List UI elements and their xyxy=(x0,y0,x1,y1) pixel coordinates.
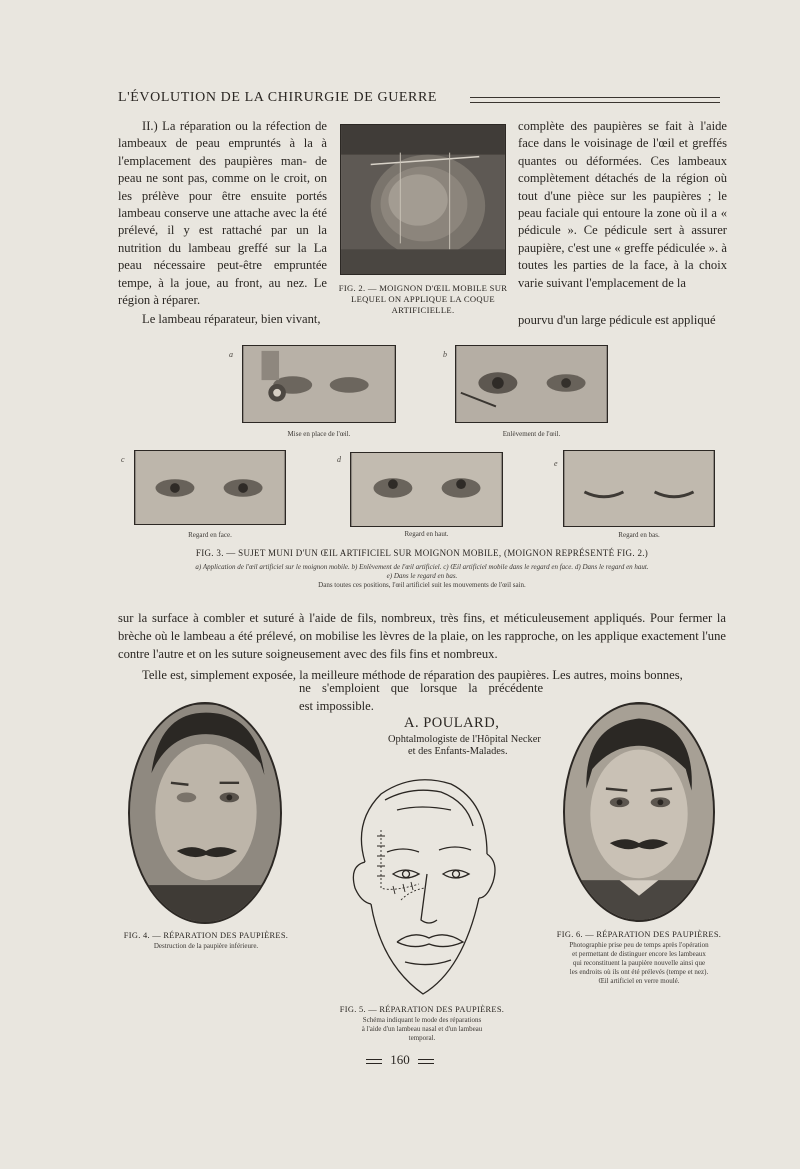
fig2-caption: FIG. 2. — MOIGNON D'ŒIL MOBILE SUR LEQUEL ON APPLIQUE LA COQUE ARTIFICIELLE. xyxy=(338,283,508,315)
page-number-rule-left xyxy=(366,1059,382,1064)
body-paragraph-2-line-2: ne s'emploient que lorsque la précédente xyxy=(299,681,544,695)
fig3-panel-a-letter: a xyxy=(229,350,233,359)
fig6-sub-4: les endroits où ils ont été prélevés (tempe et nez). xyxy=(569,968,709,976)
fig3-panel-c-label: Regard en face. xyxy=(188,531,232,539)
fig5-sub-3: temporal. xyxy=(408,1034,436,1042)
fig5-drawing xyxy=(341,770,501,1002)
fig3-legend-line-1: a) Application de l'œil artificiel sur le moignon mobile. b) Enlèvement de l'œil artificiel. c) Œil artificiel mobile dans le regard en face. d) Dans le regard en haut. xyxy=(195,563,649,571)
body-text xyxy=(118,609,726,684)
eyes-photo-a xyxy=(243,346,395,422)
right-column xyxy=(518,118,727,329)
portrait-image-fig4 xyxy=(130,704,280,922)
fig3-panel-b-letter: b xyxy=(443,350,447,359)
page-number-value: 160 xyxy=(390,1052,410,1067)
author-name: A. POULARD, xyxy=(404,715,500,731)
fig4-subcaption: Destruction de la paupière inférieure. xyxy=(153,942,259,950)
right-column-paragraph-2: pourvu d'un large pédicule est appliqué xyxy=(518,313,716,328)
fig3-panel-a-label: Mise en place de l'œil. xyxy=(287,430,351,438)
fig3-panel-c-letter: c xyxy=(121,455,125,464)
right-column-paragraph-1: complète des paupières se fait à l'aide face dans le voisinage de l'œil et greffés quantes ou déformées. Ces lambeaux complètement détachés de la région où tout d'une pièce sur les paupières ; le peau faciale qui entoure la zone où il a « pédicule ». Ce pédicule sert à assurer paupière, c'est une « greffe pédiculée ». à toutes les parties de la face, à la choix varie suivant l'emplacement de la xyxy=(518,119,727,290)
fig3-panel-e-letter: e xyxy=(554,459,558,468)
eyes-photo-c xyxy=(135,451,285,524)
fig6-sub-3: qui reconstituent la paupière nouvelle ainsi que xyxy=(572,959,706,967)
eyes-photo-e xyxy=(564,451,714,526)
fig6-portrait xyxy=(563,702,715,922)
header-title: L'ÉVOLUTION DE LA CHIRURGIE DE GUERRE xyxy=(118,90,438,105)
fig3-panel-b xyxy=(455,345,608,423)
fig3-panel-d-label: Regard en haut. xyxy=(404,530,449,538)
fig3-panel-c xyxy=(134,450,286,525)
left-column-paragraph-2: Le lambeau réparateur, bien vivant, xyxy=(142,312,321,327)
body-paragraph-2-line-1: Telle est, simplement exposée, la meilleure méthode de réparation des paupières. Les autres, moins bonnes, xyxy=(142,667,683,682)
fig3-panel-b-label: Enlèvement de l'œil. xyxy=(502,430,561,438)
fig5-caption: FIG. 5. — RÉPARATION DES PAUPIÈRES. xyxy=(339,1005,505,1014)
fig2-photo xyxy=(340,124,506,275)
fig3-panel-d-letter: d xyxy=(337,455,341,464)
page-number-rule-right xyxy=(418,1059,434,1064)
fig4-portrait xyxy=(128,702,282,924)
fig6-sub-5: Œil artificiel en verre moulé. xyxy=(598,977,680,985)
fig5-sub-1: Schéma indiquant le mode des réparations xyxy=(362,1016,482,1024)
portrait-image-fig6 xyxy=(565,704,713,920)
eyes-photo-b xyxy=(456,346,607,422)
left-column xyxy=(118,118,327,329)
fig6-caption: FIG. 6. — RÉPARATION DES PAUPIÈRES. xyxy=(556,930,722,939)
face-schema-drawing xyxy=(341,770,501,1002)
fig3-panel-e-label: Regard en bas. xyxy=(618,531,660,539)
fig3-panel-e xyxy=(563,450,715,527)
header-rule xyxy=(470,97,720,103)
eye-stump-image xyxy=(341,125,505,274)
body-paragraph-2-line-3: est impossible. xyxy=(299,699,374,713)
body-paragraph-1: sur la surface à combler et suturé à l'aide de fils, nombreux, très fins, et méticuleusement appliqués. Pour fermer la brèche où le lambeau a été prélevé, on mobilise les lèvres de la plaie, on les rapproche, on les applique exactement l'une contre l'autre et on les suture soigneusement avec des fils fins et nombreux. xyxy=(118,611,726,662)
fig3-panel-a xyxy=(242,345,396,423)
fig5-sub-2: à l'aide d'un lambeau nasal et d'un lambeau xyxy=(361,1025,483,1033)
fig3-caption: FIG. 3. — SUJET MUNI D'UN ŒIL ARTIFICIEL SUR MOIGNON MOBILE, (MOIGNON REPRÉSENTÉ FIG. 2.) xyxy=(195,548,649,558)
left-column-paragraph-1: II.) La réparation ou la réfection de lambeaux de peau empruntés à la à l'emplacement des paupières man- de peau ne sont pas, comme on le croit, on les prélève pour être ensuite portés lambeau conserve une attache avec la été prélevé, il y est rattaché par un la nutrition du lambeau greffé sur la La peau nécessaire peut-être empruntée tempe, à la joue, au front, au nez. Le région à réparer. xyxy=(118,119,327,308)
eyes-photo-d xyxy=(351,453,502,526)
page-number xyxy=(350,1052,450,1068)
fig6-sub-1: Photographie prise peu de temps après l'opération xyxy=(569,941,709,949)
fig3-legend-line-2: e) Dans le regard en bas. xyxy=(386,572,458,580)
author-title-line-2: et des Enfants-Malades. xyxy=(408,746,508,757)
fig3-legend-line-3: Dans toutes ces positions, l'œil artificiel suit les mouvements de l'œil sain. xyxy=(318,581,526,589)
running-header xyxy=(118,90,730,110)
fig6-sub-2: et permettant de distinguer encore les lambeaux xyxy=(572,950,706,958)
fig3-panel-d xyxy=(350,452,503,527)
author-title-line-1: Ophtalmologiste de l'Hôpital Necker xyxy=(388,734,541,745)
fig4-caption: FIG. 4. — RÉPARATION DES PAUPIÈRES. xyxy=(123,931,289,940)
